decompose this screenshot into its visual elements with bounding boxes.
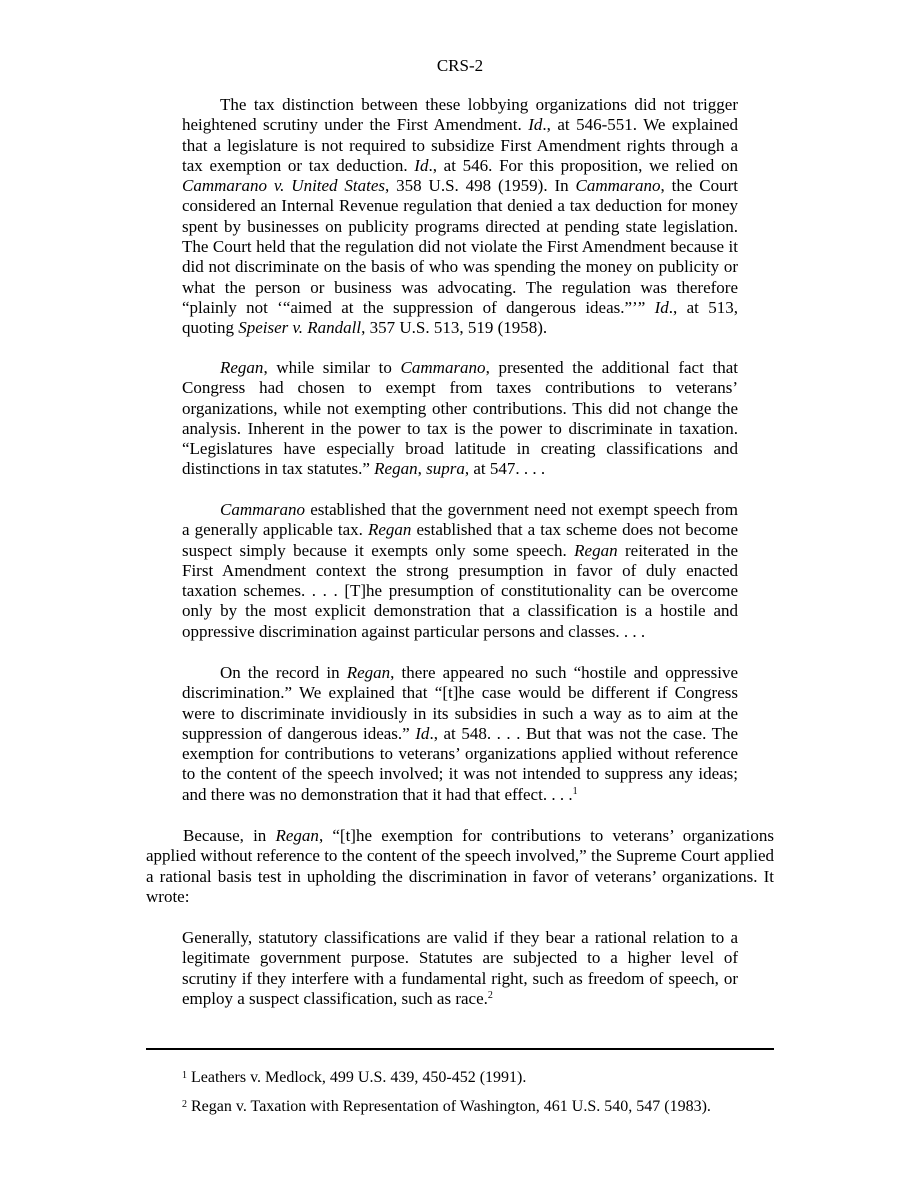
block-quote-rational-basis: Generally, statutory classifications are valid if they bear a rational relation to a legitimate government purpose. Statutes are subjected to a higher level of scrutiny if they interfere with a fundamental right, such as freedom of speech, or employ a suspect classification, such as race.$^2$ (182, 928, 738, 1008)
block-quote-para-3: Cammarano established that the government need not exempt speech from a generally applicable tax. Regan established that a tax scheme does not become suspect simply because it exempts only some speech. Regan reiterated in the First Amendment context the strong presumption in favor of duly enacted taxation schemes. . . . [T]he presumption of constitutionality can be overcome only by the most explicit demonstration that a classification is a hostile and oppressive discrimination against particular persons and classes. . . . (182, 500, 738, 641)
footnote-1: $^1$ Leathers v. Medlock, 499 U.S. 439, 450-452 (1991). (182, 1069, 527, 1086)
body-paragraph: Because, in Regan, “[t]he exemption for contributions to veterans’ organizations applied without reference to the content of the speech involved,” the Supreme Court applied a rational basis test in upholding the discrimination in favor of veterans’ organizations. It wrote: (146, 826, 775, 906)
block-quote-para-1: The tax distinction between these lobbying organizations did not trigger heightened scrutiny under the First Amendment. Id., at 546-551. We explained that a legislature is not required to subsidize First Amendment rights through a tax exemption or tax deduction. Id., at 546. For this proposition, we relied on Cammarano v. United States, 358 U.S. 498 (1959). In Cammarano, the Court considered an Internal Revenue regulation that denied a tax deduction for money spent by businesses on publicity programs directed at pending state legislation. The Court held that the regulation did not violate the First Amendment because it did not discriminate on the basis of who was spending the money on publicity or what the person or business was advocating. The regulation was therefore “plainly not ‘“aimed at the suppression of dangerous ideas.”’” Id., at 513, quoting Speiser v. Randall, 357 U.S. 513, 519 (1958). (182, 95, 739, 338)
block-quote-para-4: On the record in Regan, there appeared no such “hostile and oppressive discrimination.” We explained that “[t]he case would be different if Congress were to discriminate invidiously in its subsidies in such a way as to aim at the suppression of dangerous ideas.” Id., at 548. . . . But that was not the case. The exemption for contributions to veterans’ organizations applied without reference to the content of the speech involved; it was not intended to suppress any ideas; and there was no demonstration that it had that effect. . . .$^1$ (182, 663, 738, 804)
footnote-ref-2: 2 (487, 989, 493, 1001)
block-quote-para-2: Regan, while similar to Cammarano, presented the additional fact that Congress had chosen to exempt from taxes contributions to veterans’ organizations, while not exempting other contributions. This did not change the analysis. Inherent in the power to tax is the power to discriminate in taxation. “Legislatures have especially broad latitude in creating classifications and distinctions in tax statutes.” Regan, supra, at 547. . . . (182, 358, 738, 479)
footnote-ref-1: 1 (572, 785, 578, 797)
footnote-2: $^2$ Regan v. Taxation with Representation of Washington, 461 U.S. 540, 547 (1983). (182, 1098, 711, 1115)
footnote-divider (146, 1048, 774, 1050)
page-header: CRS-2 (436, 56, 484, 75)
